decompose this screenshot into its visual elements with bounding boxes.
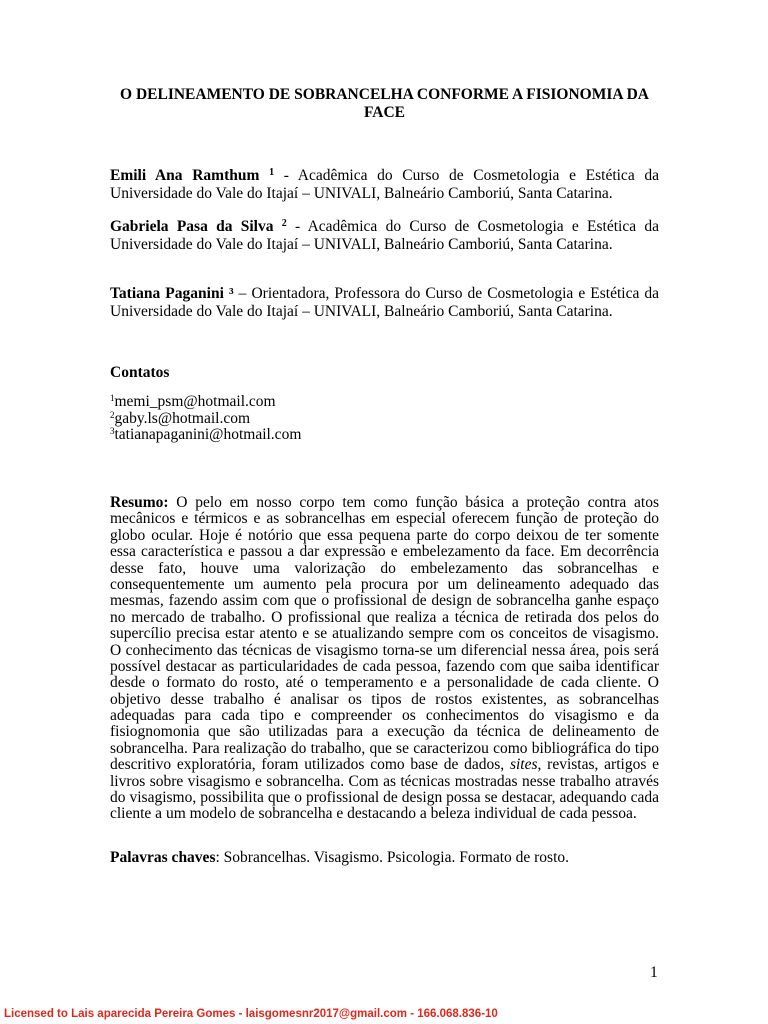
author-1-sup: 1	[269, 167, 275, 178]
keywords-label: Palavras chaves	[110, 849, 216, 866]
contact-email: tatianapaganini@hotmail.com	[114, 426, 302, 443]
author-1-name: Emili Ana Ramthum	[110, 167, 260, 184]
abstract-line-14: adequadas para cada tipo e compreender os conhecimentos do visagismo e da	[110, 707, 659, 725]
abstract-line-12: desde o formato do rosto, até o temperamento e a personalidade de cada cliente. O	[110, 674, 659, 692]
abstract-line-15: fisiognomonia que são utilizadas para a execução da técnica de delineamento de	[110, 723, 659, 741]
abstract	[110, 495, 659, 823]
abstract-line-18: livros sobre visagismo e sobrancelha. Com as técnicas mostradas nesse trabalho através	[110, 772, 659, 790]
author-3-line-2: Universidade do Vale do Itajaí – UNIVALI, Balneário Camboriú, Santa Catarina.	[110, 302, 613, 320]
abstract-line-7: mesmas, fazendo assim com que o profissional de design de sobrancelha ganhe espaço	[110, 592, 659, 610]
abstract-line-8: no mercado de trabalho. O profissional que realiza a técnica de retirada dos pelos do	[110, 608, 659, 626]
author-2-line-1	[110, 218, 659, 236]
abstract-line-13: objetivo desse trabalho é analisar os tipos de rostos existentes, as sobrancelhas	[110, 690, 659, 708]
author-2-name: Gabriela Pasa da Silva	[110, 218, 274, 235]
abstract-line-20: cliente a um modelo de sobrancelha e destacando a beleza individual de cada pessoa.	[110, 805, 637, 823]
contacts-list	[110, 394, 301, 444]
abstract-line-5: desse fato, houve uma valorização do embelezamento das sobrancelhas e	[110, 559, 659, 577]
author-3-affiliation-start: – Orientadora, Professora do Curso de Cosmetologia e Estética da	[233, 285, 660, 302]
author-2-line-2: Universidade do Vale do Itajaí – UNIVALI, Balneário Camboriú, Santa Catarina.	[110, 235, 613, 253]
abstract-line-17: descritivo exploratória, foram utilizados como base de dados, sites, revistas, artigos e	[110, 756, 659, 774]
author-block-2	[110, 218, 659, 253]
title-line-1: O DELINEAMENTO DE SOBRANCELHA CONFORME A FISIONOMIA DA	[120, 86, 649, 103]
contact-email: memi_psm@hotmail.com	[114, 393, 276, 410]
abstract-line-1: Resumo: O pelo em nosso corpo tem como função básica a proteção contra atos	[110, 494, 659, 511]
author-2-sup: 2	[281, 218, 287, 229]
abstract-line-9: supercílio precisa estar atento e se atualizando sempre com os conceitos de visagismo.	[110, 625, 659, 643]
author-1-affiliation-start: - Acadêmica do Curso de Cosmetologia e Estética da	[274, 167, 659, 184]
contacts-heading: Contatos	[110, 364, 170, 381]
abstract-line-4: essa característica e passou a dar expressão e embelezamento da face. Em decorrência	[110, 543, 659, 561]
page-number: 1	[650, 964, 658, 981]
author-block-3	[110, 285, 659, 320]
author-2-affiliation-start: - Acadêmica do Curso de Cosmetologia e Estética da	[286, 218, 660, 235]
abstract-line-19: do visagismo, possibilita que o profissional de design possa se destacar, adequando cada	[110, 789, 659, 807]
title-line-2: FACE	[363, 104, 406, 121]
abstract-line-2: mecânicos e térmicos e as sobrancelhas em especial oferecem função de proteção do	[110, 510, 659, 528]
abstract-line-10: O conhecimento das técnicas de visagismo torna-se um diferencial nessa área, pois será	[110, 641, 659, 659]
abstract-line-11: possível destacar as particularidades de cada pessoa, fazendo com que saiba identificar	[110, 657, 659, 675]
abstract-line-6: consequentemente um aumento pela procura por um delineamento adequado das	[110, 575, 659, 593]
abstract-italic-word: sites	[509, 756, 538, 774]
license-watermark: Licensed to Lais aparecida Pereira Gomes - laisgomesnr2017@gmail.com - 166.068.836-10	[4, 1008, 498, 1020]
abstract-label: Resumo:	[110, 494, 169, 511]
contact-item: $^1$memi_psm@hotmail.com	[110, 393, 276, 410]
abstract-line-3: globo ocular. Hoje é notório que essa pequena parte do corpo deixou de ter somente	[110, 526, 659, 544]
author-block-1	[110, 167, 659, 202]
keywords-text: : Sobrancelhas. Visagismo. Psicologia. Formato de rosto.	[215, 849, 570, 866]
author-1-line-2: Universidade do Vale do Itajaí – UNIVALI, Balneário Camboriú, Santa Catarina.	[110, 184, 613, 202]
author-1-line-1	[110, 167, 659, 185]
contact-item: $^3$tatianapaganini@hotmail.com	[110, 426, 302, 443]
contact-email: gaby.ls@hotmail.com	[114, 409, 251, 427]
abstract-line-16: sobrancelha. Para realização do trabalho, que se caracterizou como bibliográfica do tipo	[110, 739, 659, 757]
author-3-line-1	[110, 285, 659, 303]
keywords	[110, 849, 569, 867]
contact-item: $^2$gaby.ls@hotmail.com	[110, 409, 251, 427]
author-3-name: Tatiana Paganini ³	[110, 285, 234, 302]
document-title	[110, 86, 659, 122]
